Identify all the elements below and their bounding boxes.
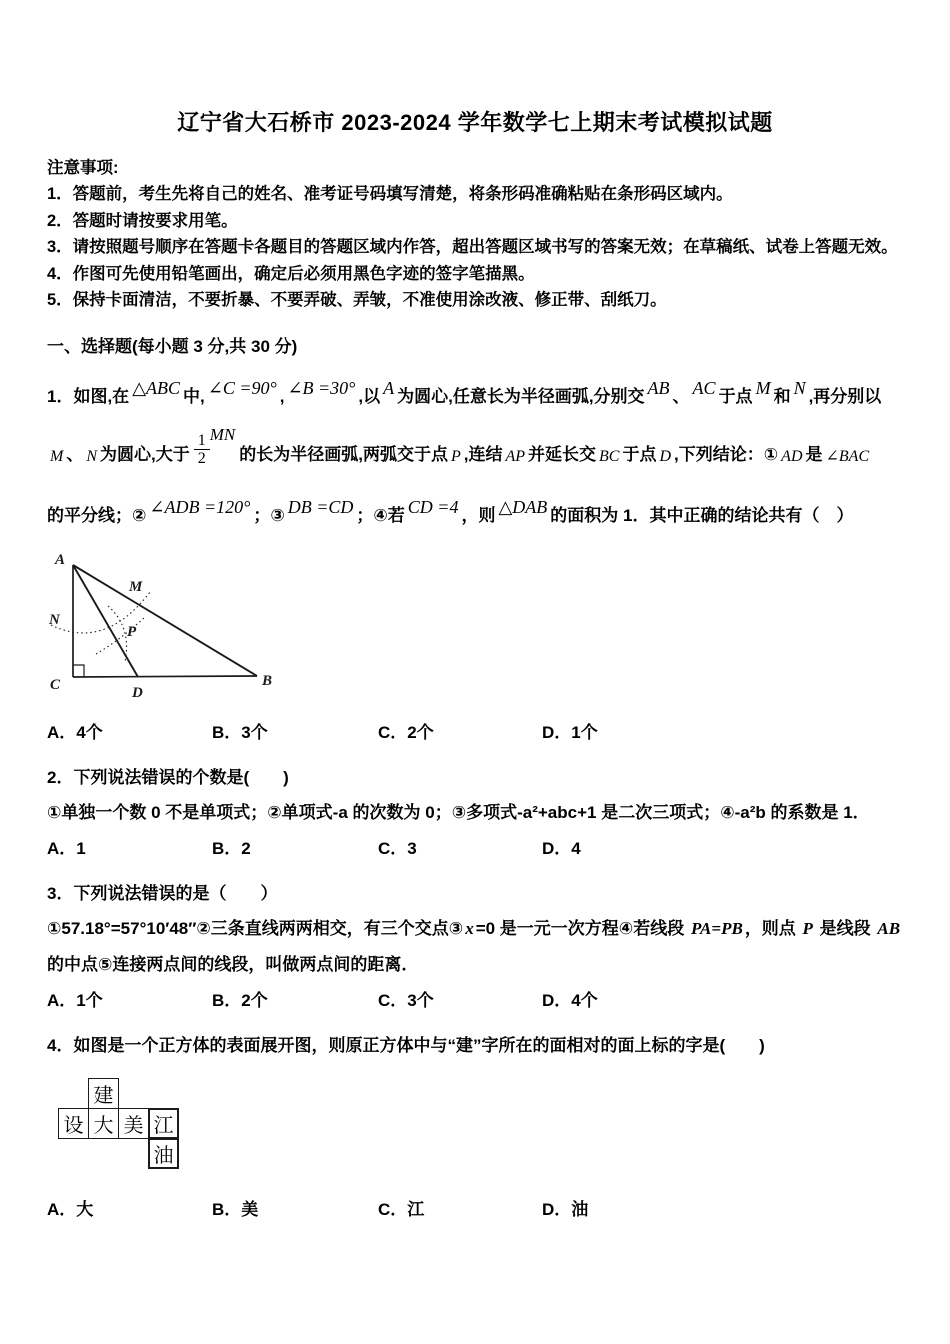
math-angle-b: ∠B =30° [287, 377, 356, 398]
text: ，则点 [744, 918, 801, 938]
option-b: B．3个 [212, 722, 268, 742]
question-1 [47, 370, 903, 748]
net-cell-mei: 美 [118, 1108, 149, 1139]
option-c: C．江 [378, 1199, 425, 1219]
net-cell-you: 油 [148, 1138, 179, 1169]
math-pa-pb: PA=PB [690, 918, 743, 938]
question-1-options [47, 718, 903, 748]
figure-label-n: N [49, 611, 60, 628]
option-a: A．1个 [47, 990, 103, 1010]
option-c: C．3 [378, 838, 417, 858]
net-cell-da: 大 [88, 1108, 119, 1139]
notice-item-5: 5．保持卡面清洁，不要折暴、不要弄破、弄皱，不准使用涂改液、修正带、刮纸刀。 [47, 291, 667, 309]
text: 并延长交 [528, 444, 597, 464]
math-mn: MN [209, 424, 236, 444]
math-n: N [793, 377, 806, 398]
text: =0 是一元一次方程④若线段 [475, 918, 689, 938]
text: 是线段 [814, 918, 876, 938]
math-angle-c: ∠C =90° [207, 377, 277, 398]
notice-block [47, 155, 903, 314]
question-2-stem: 2．下列说法错误的个数是( ) [47, 767, 289, 787]
question-4-options [47, 1195, 903, 1225]
question-2 [47, 762, 903, 864]
math-x: x [465, 918, 474, 938]
text: 为圆心,大于 [100, 444, 190, 464]
text: 、 [66, 444, 84, 464]
fraction-half-mn [190, 424, 240, 467]
question-1-line-2 [47, 423, 903, 488]
fraction-denominator: 2 [197, 449, 206, 467]
text: ①57.18°=57°10′48″②三条直线两两相交，有三个交点③ [47, 918, 464, 938]
question-3-options [47, 986, 903, 1016]
text: 是 [805, 444, 823, 464]
text: 和 [773, 386, 791, 406]
question-4 [47, 1030, 903, 1225]
question-4-stem: 4．如图是一个正方体的表面展开图，则原正方体中与“建”字所在的面相对的面上标的字是( ) [47, 1035, 765, 1055]
page-title: 辽宁省大石桥市 2023-2024 学年数学七上期末考试模拟试题 [177, 110, 773, 135]
question-3-statements-line-2: 的中点⑤连接两点间的线段，叫做两点间的距离． [47, 954, 419, 974]
option-b: B．美 [212, 1199, 259, 1219]
text: 为圆心,任意长为半径画弧,分别交 [397, 386, 645, 406]
math-angle-bac: ∠BAC [825, 447, 870, 465]
text: 的平分线；② [47, 505, 147, 525]
option-d: D．4个 [542, 990, 598, 1010]
option-c: C．2个 [378, 722, 434, 742]
notice-item-2: 2．答题时请按要求用笔。 [47, 211, 238, 230]
net-cell-jian: 建 [88, 1078, 119, 1109]
option-a: A．1 [47, 838, 86, 858]
question-3-statements-line-1 [47, 912, 903, 946]
math-cd-4: CD =4 [407, 496, 459, 517]
figure-label-d: D [132, 684, 143, 701]
option-d: D．油 [542, 1199, 589, 1219]
net-cell-jiang: 江 [148, 1108, 179, 1139]
question-1-line-3 [47, 488, 903, 543]
fraction-numerator: 1 [194, 432, 210, 450]
text: 、 [672, 386, 690, 406]
math-ab: AB [647, 377, 670, 398]
option-d: D．4 [542, 838, 581, 858]
notice-item-3: 3．请按照题号顺序在答题卡各题目的答题区域内作答，超出答题区域书写的答案无效；在草稿纸、试卷上答题无效。 [47, 238, 898, 256]
math-a: A [383, 377, 395, 398]
option-b: B．2个 [212, 990, 268, 1010]
text: ,再分别以 [808, 386, 882, 406]
cube-net-figure [58, 1078, 213, 1173]
text: 1．如图,在 [47, 386, 130, 406]
text: ,连结 [463, 444, 503, 464]
question-1-line-1 [47, 370, 903, 423]
math-angle-adb: ∠ADB =120° [149, 496, 251, 517]
option-b: B．2 [212, 838, 251, 858]
text: , [279, 386, 285, 406]
section-heading-choice: 一、选择题(每小题 3 分,共 30 分) [47, 336, 298, 356]
figure-label-p: P [127, 623, 137, 640]
math-ap: AP [505, 447, 526, 465]
text: ,下列结论：① [674, 444, 779, 464]
option-a: A．4个 [47, 722, 103, 742]
math-d: D [659, 447, 672, 465]
math-triangle-abc: △ABC [132, 377, 181, 398]
text: 的面积为 1．其中正确的结论共有（ ） [550, 505, 854, 525]
text: ,以 [358, 386, 381, 406]
text: 中, [183, 386, 205, 406]
math-ab: AB [877, 918, 901, 938]
net-cell-she: 设 [58, 1108, 89, 1139]
question-3-stem: 3．下列说法错误的是（ ） [47, 883, 278, 903]
math-p: P [802, 918, 813, 938]
notice-item-4: 4．作图可先使用铅笔画出，确定后必须用黑色字迹的签字笔描黑。 [47, 264, 535, 283]
notice-heading: 注意事项: [47, 159, 119, 177]
question-2-options [47, 834, 903, 864]
math-triangle-dab: △DAB [498, 496, 548, 517]
math-db-cd: DB =CD [287, 496, 354, 517]
figure-label-m: M [129, 578, 143, 595]
text: ；③ [253, 505, 285, 525]
math-n: N [86, 447, 97, 465]
question-3 [47, 878, 903, 1016]
triangle-construction-figure [47, 549, 287, 709]
text: ，则 [461, 505, 496, 525]
text: 于点 [718, 386, 753, 406]
math-ad: AD [781, 447, 803, 465]
option-c: C．3个 [378, 990, 434, 1010]
text: 的长为半径画弧,两弧交于点 [239, 444, 448, 464]
figure-label-c: C [50, 676, 61, 693]
math-m: M [755, 377, 771, 398]
text: 于点 [622, 444, 657, 464]
question-2-statements: ①单独一个数 0 不是单项式；②单项式-a 的次数为 0；③多项式-a²+abc+1 是二次三项式；④-a²b 的系数是 1． [47, 802, 870, 822]
option-d: D．1个 [542, 722, 598, 742]
figure-label-b: B [262, 672, 273, 689]
math-p: P [450, 447, 461, 465]
figure-label-a: A [55, 551, 66, 568]
math-bc: BC [599, 447, 620, 465]
option-a: A．大 [47, 1199, 94, 1219]
notice-item-1: 1．答题前，考生先将自己的姓名、准考证号码填写清楚，将条形码准确粘贴在条形码区域内。 [47, 185, 733, 203]
math-m: M [50, 447, 64, 465]
text: ；④若 [356, 505, 405, 525]
math-ac: AC [692, 377, 716, 398]
